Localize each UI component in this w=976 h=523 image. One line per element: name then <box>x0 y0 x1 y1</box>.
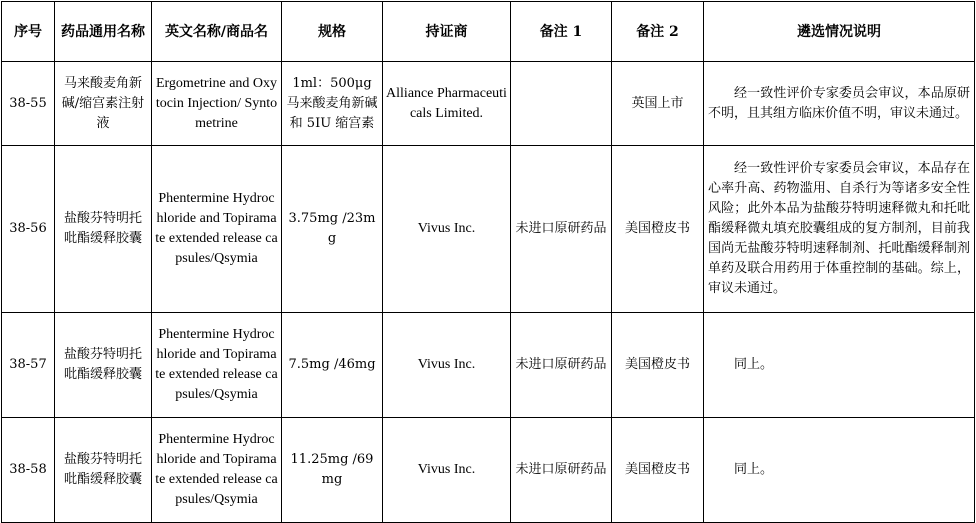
cell-remark1 <box>511 62 612 146</box>
selection-note-text: 同上。 <box>734 462 774 477</box>
cell-spec: 3.75mg /23mg <box>282 146 383 313</box>
header-holder: 持证商 <box>383 2 511 62</box>
drug-table <box>1 1 975 523</box>
cell-english-name: Phentermine Hydrochloride and Topiramate extended release capsules/Qsymia <box>152 313 282 418</box>
cell-remark2: 英国上市 <box>612 62 704 146</box>
cell-holder: Vivus Inc. <box>383 418 511 523</box>
cell-remark1: 未进口原研药品 <box>511 313 612 418</box>
cell-english-name: Phentermine Hydrochloride and Topiramate extended release capsules/Qsymia <box>152 418 282 523</box>
cell-remark2: 美国橙皮书 <box>612 313 704 418</box>
table-row <box>2 146 975 313</box>
cell-selection-note <box>704 313 975 418</box>
cell-selection-note <box>704 62 975 146</box>
table-row <box>2 62 975 146</box>
table-row <box>2 313 975 418</box>
cell-remark1: 未进口原研药品 <box>511 418 612 523</box>
cell-remark2: 美国橙皮书 <box>612 146 704 313</box>
header-remark1: 备注 1 <box>511 2 612 62</box>
header-remark2: 备注 2 <box>612 2 704 62</box>
header-spec: 规格 <box>282 2 383 62</box>
cell-generic-name: 盐酸芬特明托吡酯缓释胶囊 <box>55 313 152 418</box>
cell-spec: 1ml：500μg 马来酸麦角新碱和 5IU 缩宫素 <box>282 62 383 146</box>
cell-seq: 38-58 <box>2 418 55 523</box>
cell-remark2: 美国橙皮书 <box>612 418 704 523</box>
selection-note-text: 同上。 <box>734 357 774 372</box>
cell-remark1: 未进口原研药品 <box>511 146 612 313</box>
cell-generic-name: 盐酸芬特明托吡酯缓释胶囊 <box>55 146 152 313</box>
header-selection-note: 遴选情况说明 <box>704 2 975 62</box>
cell-seq: 38-56 <box>2 146 55 313</box>
header-generic-name: 药品通用名称 <box>55 2 152 62</box>
selection-note-text: 经一致性评价专家委员会审议，本品存在心率升高、药物滥用、自杀行为等诸多安全性风险；此外本品为盐酸芬特明速释微丸和托吡酯缓释微丸填充胶囊组成的复方制剂，目前我国尚无盐酸芬特明速释制剂、托吡酯缓释制剂单药及联合用药用于体重控制的基础。综上，审议未通过。 <box>708 161 970 296</box>
cell-spec: 7.5mg /46mg <box>282 313 383 418</box>
cell-holder: Vivus Inc. <box>383 146 511 313</box>
cell-selection-note <box>704 418 975 523</box>
header-seq: 序号 <box>2 2 55 62</box>
cell-selection-note <box>704 146 975 313</box>
cell-holder: Alliance Pharmaceuticals Limited. <box>383 62 511 146</box>
header-english-name: 英文名称/商品名 <box>152 2 282 62</box>
table-row <box>2 418 975 523</box>
selection-note-text: 经一致性评价专家委员会审议，本品原研不明，且其组方临床价值不明，审议未通过。 <box>708 85 970 121</box>
cell-seq: 38-57 <box>2 313 55 418</box>
cell-generic-name: 马来酸麦角新碱/缩宫素注射液 <box>55 62 152 146</box>
cell-seq: 38-55 <box>2 62 55 146</box>
cell-english-name: Phentermine Hydrochloride and Topiramate extended release capsules/Qsymia <box>152 146 282 313</box>
cell-spec: 11.25mg /69mg <box>282 418 383 523</box>
header-row <box>2 2 975 62</box>
cell-english-name: Ergometrine and Oxytocin Injection/ Syntometrine <box>152 62 282 146</box>
cell-generic-name: 盐酸芬特明托吡酯缓释胶囊 <box>55 418 152 523</box>
cell-holder: Vivus Inc. <box>383 313 511 418</box>
